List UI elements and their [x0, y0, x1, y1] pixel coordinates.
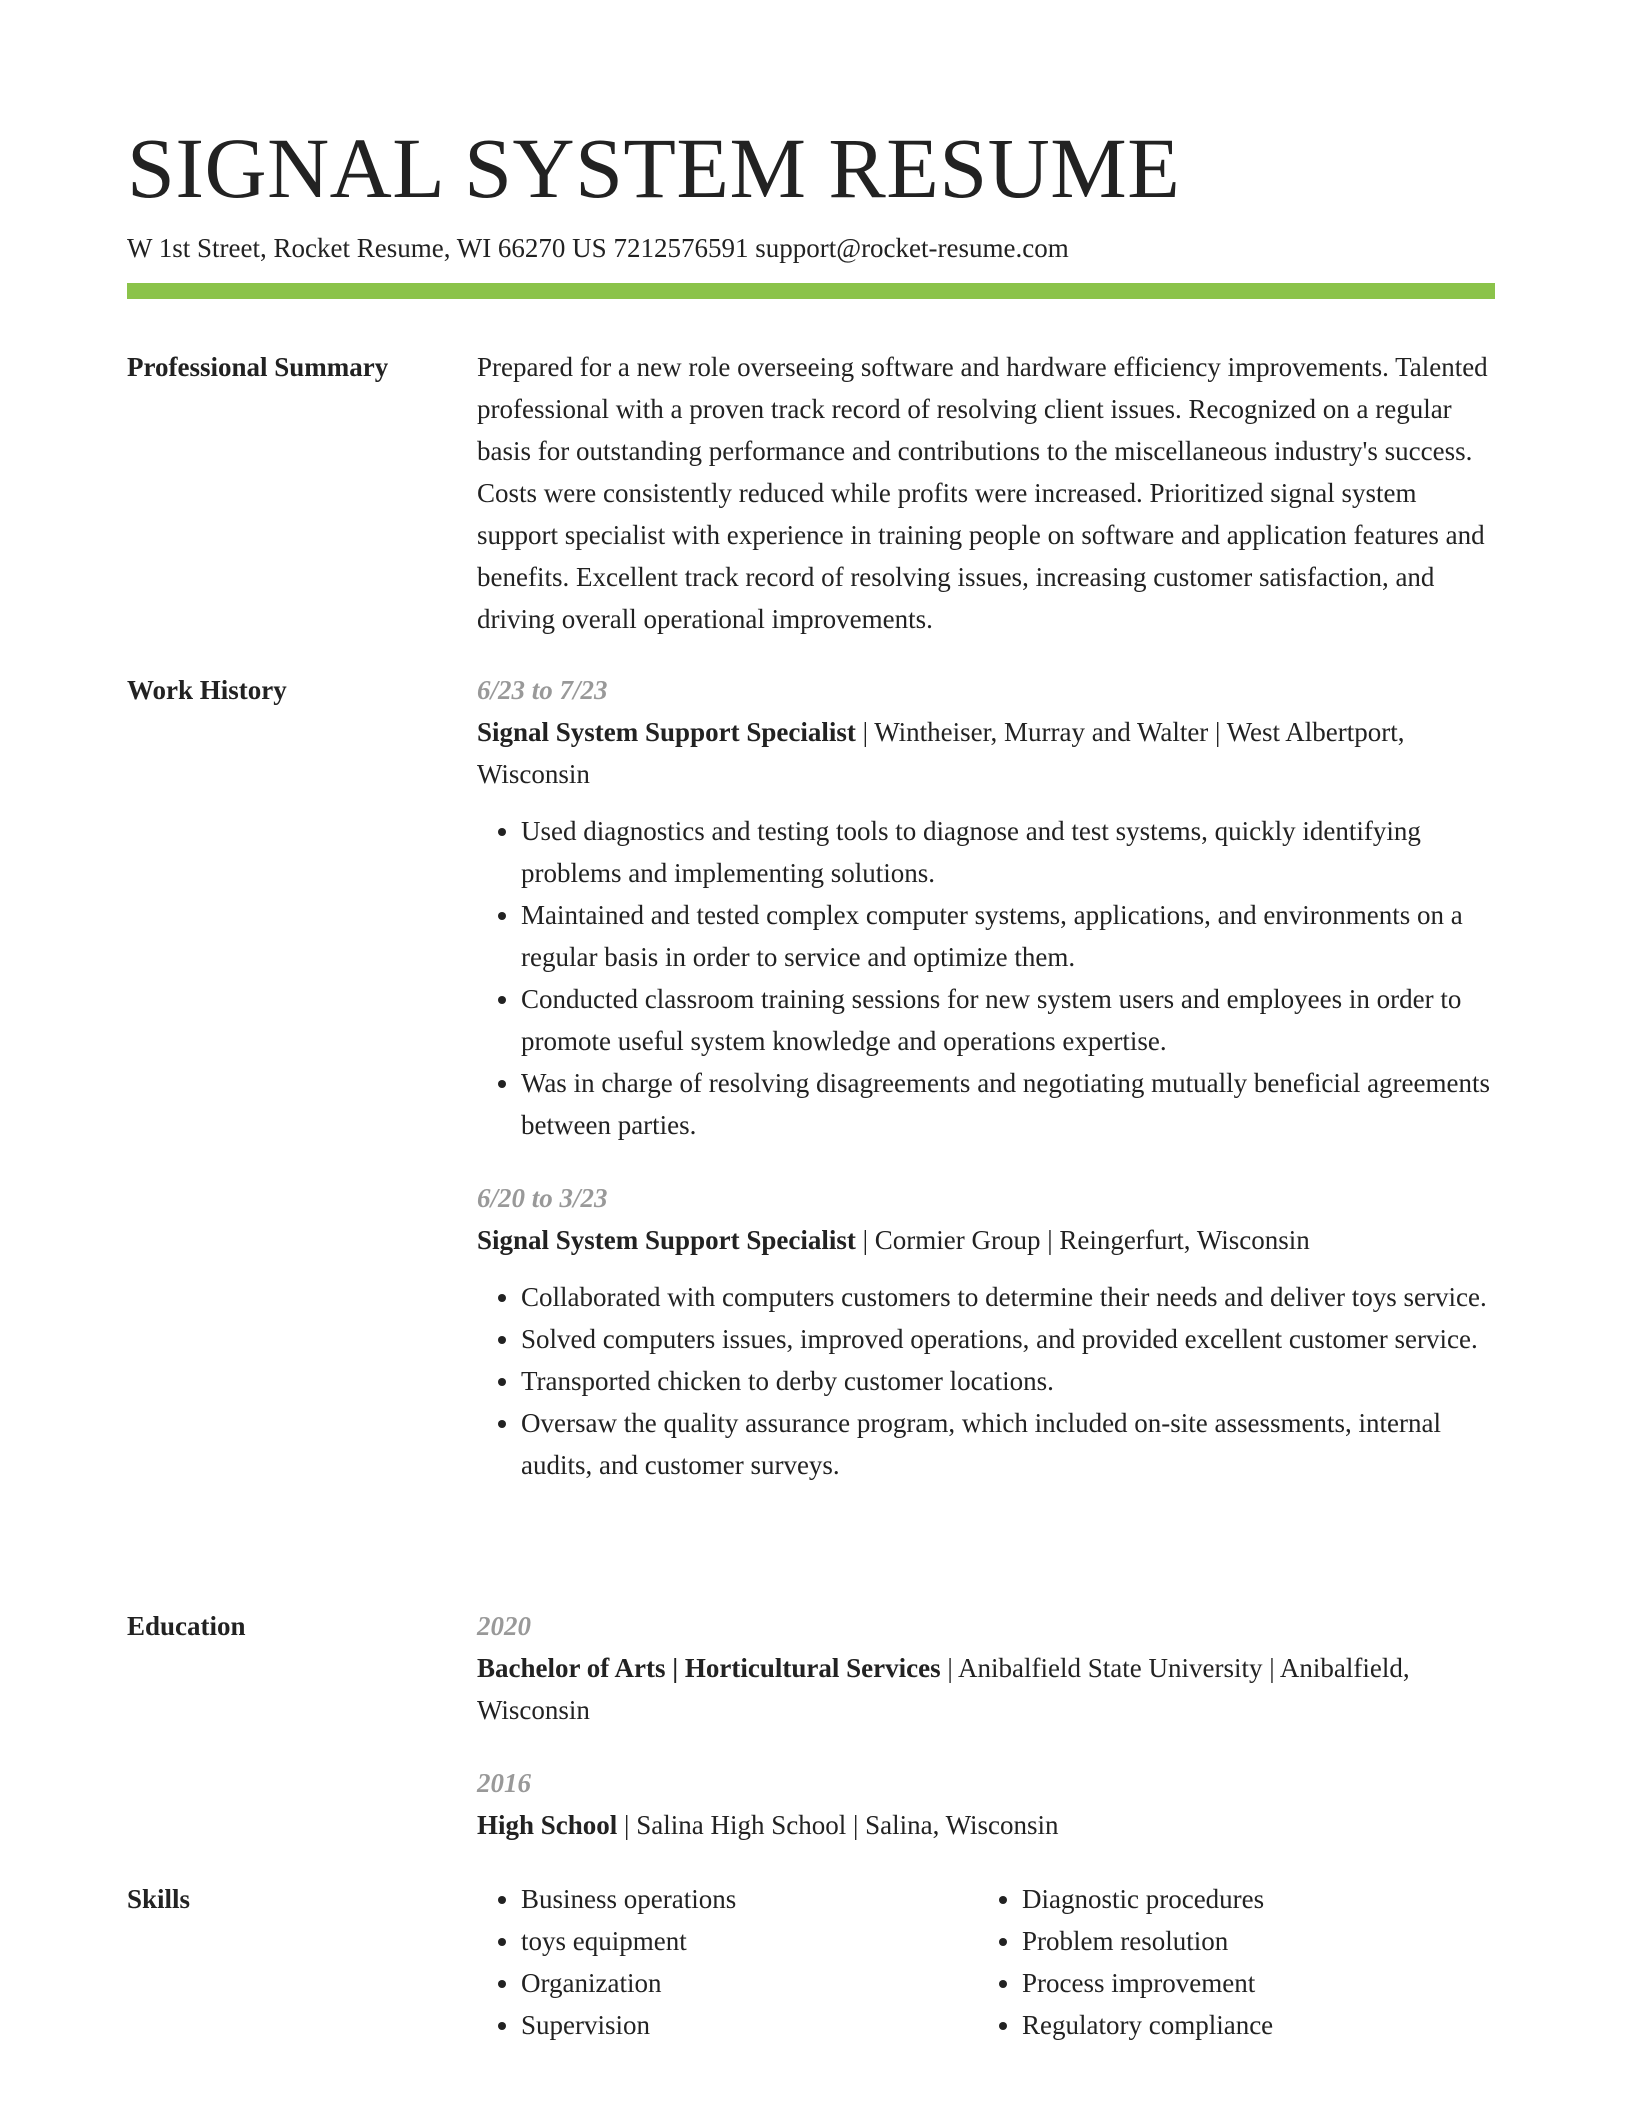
- job-details: | Cormier Group | Reingerfurt, Wisconsin: [855, 1225, 1310, 1255]
- summary-text: Prepared for a new role overseeing software and hardware efficiency improvements. Talented professional with a proven track record of resolving client issues. Recognized on a regular basis for outstanding performance and contributions to the miscellaneous industry's success. Costs were consistently reduced while profits were increased. Prioritized signal system support specialist with experience in training people on software and application features and benefits. Excellent track record of resolving issues, increasing customer satisfaction, and driving overall operational improvements.: [477, 352, 1488, 634]
- education-details: | Anibalfield State University | Anibalfield, Wisconsin: [477, 1653, 1410, 1725]
- job-bullet: • Maintained and tested complex computer systems, applications, and environments on a regular basis in order to service and optimize them.: [521, 894, 1495, 978]
- job-bullets: [477, 810, 1495, 1146]
- education-degree: High School: [477, 1810, 618, 1840]
- education-heading-line: [477, 1804, 1495, 1846]
- skill-item: • Regulatory compliance: [1022, 2004, 1479, 2046]
- job-heading: [477, 711, 1495, 795]
- education-year: 2020: [477, 1611, 531, 1641]
- education-details: | Salina High School | Salina, Wisconsin: [617, 1810, 1059, 1840]
- job-bullet: • Collaborated with computers customers to determine their needs and deliver toys service.: [521, 1276, 1495, 1318]
- skill-item: • Organization: [521, 1962, 978, 2004]
- job-details: | Wintheiser, Murray and Walter | West Albertport, Wisconsin: [477, 717, 1405, 789]
- education-heading-line: [477, 1647, 1495, 1731]
- skill-item: • Business operations: [521, 1878, 978, 1920]
- skill-item: • Problem resolution: [1022, 1920, 1479, 1962]
- summary-body: [477, 346, 1495, 640]
- job-bullet: • Was in charge of resolving disagreements and negotiating mutually beneficial agreements between parties.: [521, 1062, 1495, 1146]
- job-entry: [477, 669, 1495, 1146]
- work-history-body: [477, 669, 1495, 1486]
- skill-item: • Supervision: [521, 2004, 978, 2046]
- job-bullet: • Used diagnostics and testing tools to diagnose and test systems, quickly identifying problems and implementing solutions.: [521, 810, 1495, 894]
- job-title: Signal System Support Specialist: [477, 717, 856, 747]
- header-accent-rule: [127, 283, 1495, 299]
- education-year: 2016: [477, 1768, 531, 1798]
- job-bullet: • Transported chicken to derby customer locations.: [521, 1360, 1495, 1402]
- skill-item: • Diagnostic procedures: [1022, 1878, 1479, 1920]
- job-bullet: • Conducted classroom training sessions for new system users and employees in order to promote useful system knowledge and operations expertise.: [521, 978, 1495, 1062]
- skills-body: [477, 1878, 1495, 2046]
- skills-columns: [477, 1878, 1495, 2046]
- education-degree: Bachelor of Arts | Horticultural Services: [477, 1653, 941, 1683]
- summary-heading: Professional Summary: [127, 352, 389, 382]
- job-bullets: [477, 1276, 1495, 1486]
- education-entry: [477, 1605, 1495, 1731]
- skills-heading: Skills: [127, 1884, 191, 1914]
- skills-list-right: [978, 1878, 1479, 2046]
- job-bullet: • Solved computers issues, improved operations, and provided excellent customer service.: [521, 1318, 1495, 1360]
- education-body: [477, 1605, 1495, 1846]
- skills-list-left: [477, 1878, 978, 2046]
- contact-line: W 1st Street, Rocket Resume, WI 66270 US 7212576591 support@rocket-resume.com: [127, 233, 1069, 263]
- job-entry: [477, 1177, 1495, 1486]
- work-history-heading: Work History: [127, 675, 287, 705]
- resume-name: SIGNAL SYSTEM RESUME: [127, 120, 1181, 216]
- job-heading: [477, 1219, 1495, 1261]
- education-entry: [477, 1762, 1495, 1846]
- job-dates: 6/20 to 3/23: [477, 1183, 608, 1213]
- skill-item: • toys equipment: [521, 1920, 978, 1962]
- job-title: Signal System Support Specialist: [477, 1225, 856, 1255]
- skill-item: • Process improvement: [1022, 1962, 1479, 2004]
- education-heading: Education: [127, 1611, 246, 1641]
- job-bullet: • Oversaw the quality assurance program, which included on-site assessments, internal audits, and customer surveys.: [521, 1402, 1495, 1486]
- job-dates: 6/23 to 7/23: [477, 675, 608, 705]
